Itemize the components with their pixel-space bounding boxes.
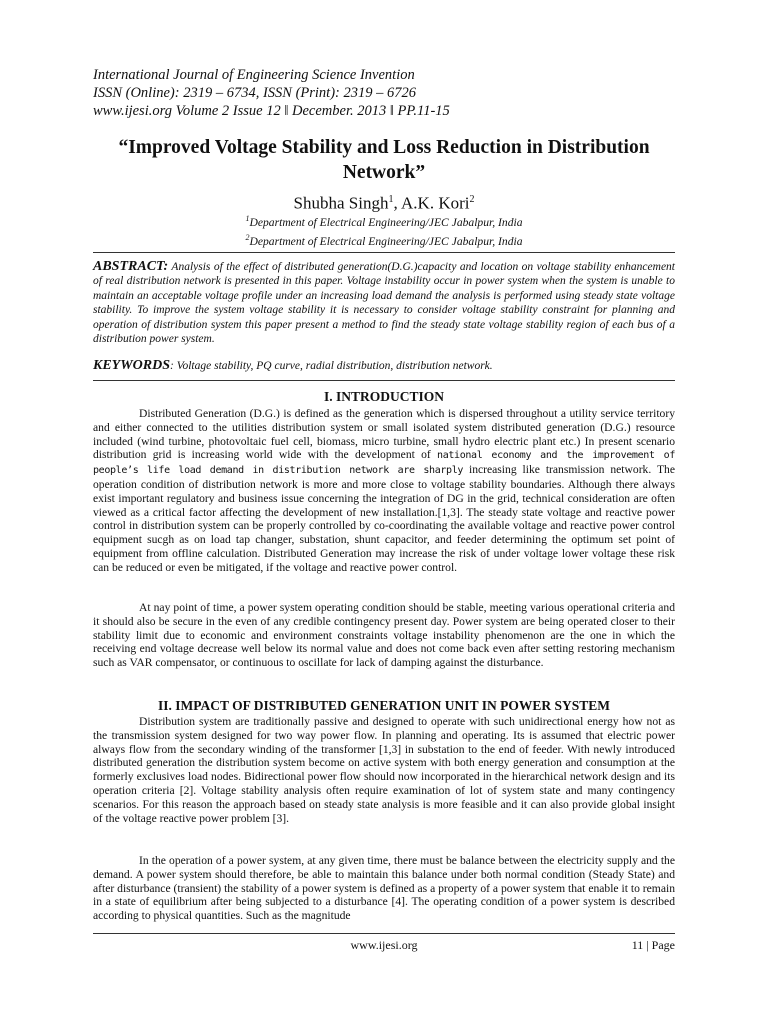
paragraph-text: increasing like transmission network. The operation condition of distribution network is more and more close to voltage stability boundaries. Although there always exist important regulatory and business issue concerning the integration of DG in the grid, technical consideration are often viewed as a critical factor affecting the development of new installation.[1,3]. The steady state voltage and reactive power control in distribution system can be properly controlled by co-coordinating the available voltage and reactive power control equipment sucgh as on load tap changer, substation, shunt capacitor, and feeder determining the optimum set point of equipment from offline calculation. Distributed Generation may increase the risk of under voltage lower voltage these risk can be reduced or even be mitigated, if the voltage and reactive power control. xyxy=(93,463,675,574)
section-heading: II. IMPACT OF DISTRIBUTED GENERATION UNIT IN POWER SYSTEM xyxy=(158,698,610,713)
author-separator: , xyxy=(393,193,402,213)
divider xyxy=(93,380,675,381)
author-affiliation-mark: 2 xyxy=(469,194,475,205)
affiliations xyxy=(80,211,688,249)
affiliation-mark: 1 xyxy=(245,214,250,223)
affiliation-text: Department of Electrical Engineering/JEC Jabalpur, India xyxy=(249,215,523,229)
footer-divider xyxy=(93,933,675,934)
footer-url: www.ijesi.org xyxy=(350,938,418,952)
paragraph xyxy=(93,407,675,575)
author-name: A.K. Kori xyxy=(401,193,470,213)
keywords xyxy=(93,358,675,374)
affiliation-line xyxy=(80,230,688,249)
affiliation-mark: 2 xyxy=(245,232,250,242)
author-name: Shubha Singh xyxy=(293,193,389,213)
journal-issue: www.ijesi.org Volume 2 Issue 12 ǁ December. 2013 ǁ PP.11-15 xyxy=(93,103,450,119)
journal-name: International Journal of Engineering Science Invention xyxy=(93,67,415,83)
section-heading: I. INTRODUCTION xyxy=(323,389,445,404)
paragraph: At nay point of time, a power system operating condition should be stable, meeting various operational criteria and it should also be secure in the even of any credible contingency present day. Power system are being operated closer to their stability limit due to economic and environment constraints voltage instability phenomenon are the one in which the receiving end voltage decrease well below its normal value and does not come back even after setting restoring mechanism such as VAR compensator, or continuous to oscillate for lack of damping against the disturbance. xyxy=(93,601,675,670)
paper-title: “Improved Voltage Stability and Loss Reduction in Distribution Network” xyxy=(118,137,650,183)
affiliation-line xyxy=(80,211,688,230)
keywords-label: KEYWORDS xyxy=(93,358,171,373)
abstract xyxy=(93,260,675,346)
author-affiliation-mark: 1 xyxy=(388,194,394,205)
abstract-label: ABSTRACT: xyxy=(93,259,169,274)
keywords-text: : Voltage stability, PQ curve, radial distribution, distribution network. xyxy=(170,360,493,372)
journal-header xyxy=(93,66,693,120)
paragraph: In the operation of a power system, at any given time, there must be balance between the electricity supply and the demand. A power system should therefore, be able to maintain this balance under both normal condition (Steady State) and after disturbance (transient) the stability of a power system is defined as a property of a power system that enable it to remain in a state of equilibrium after being subjected to a disturbance [4]. The operating condition of a power system is described according to physical quantities. Such as the magnitude xyxy=(93,854,675,923)
affiliation-text: Department of Electrical Engineering/JEC Jabalpur, India xyxy=(249,234,523,248)
paragraph-text: Distributed Generation (D.G.) is defined as the generation which is dispersed throughout a utility service territory and either connected to the utilities distribution system or small isolated system distributed generation (D.G.) resource included (wind turbine, photovoltaic fuel cell, biomass, micro turbine, small hydro electric plant etc.) In present scenario distribution grid is increasing world wide with the development of xyxy=(93,407,675,462)
divider xyxy=(93,252,675,253)
abstract-text: Analysis of the effect of distributed generation(D.G.)capacity and location on voltage stability enhancement of real distribution network is presented in this paper. Voltage instability occur in power system when the system is unable to maintain an acceptable voltage profile under an increasing load demand the analysis is performed using steady state voltage stability. To improve the system voltage stability it is necessary to consider voltage stability constraint for planning and operation of distribution system this paper present a method to find the steady state voltage stability region of each bus of a distribution power system. xyxy=(93,261,675,346)
paragraph-text-monospace: national economy and the improvement of people’s life load demand in distribution network are sharply xyxy=(93,450,675,477)
journal-issn: ISSN (Online): 2319 – 6734, ISSN (Print): 2319 – 6726 xyxy=(93,85,416,101)
paragraph: Distribution system are traditionally passive and designed to operate with such unidirectional energy how not as the transmission system designed for two way power flow. In planning and operating. Its is assumed that electric power always flow from the secondary winding of the transformer [1,3] in substation to the end of feeder. With newly introduced distributed generation the distribution system become on active system with both energy generation and consumption at the formerly exclusives load nodes. Bidirectional power flow should now incorporated in the hierarchical network design and its operation criteria [2]. Voltage stability analysis often require examination of lot of system state and many contingency scenarios. For this reason the approach based on steady state analysis is more feasible and it can also provide global insight of the voltage reactive power problem [3]. xyxy=(93,715,675,825)
page-number: 11 | Page xyxy=(631,938,675,952)
